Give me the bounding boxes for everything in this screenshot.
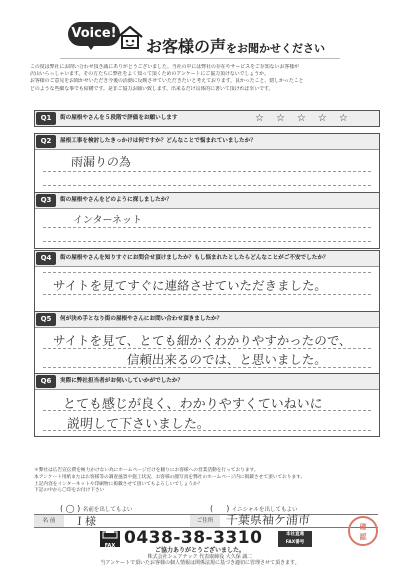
address-label: ご住所 (190, 515, 220, 527)
question-number: Q3 (36, 194, 56, 207)
title-part-1: お客様の (146, 37, 211, 56)
question-header (35, 251, 379, 267)
house-icon (116, 24, 144, 50)
answer-line (43, 410, 371, 411)
question-2 (34, 133, 380, 193)
question-1 (34, 110, 380, 127)
voice-bubble-tail (86, 43, 96, 50)
question-6 (34, 373, 380, 437)
question-number: Q4 (36, 252, 56, 265)
fax-icon (100, 531, 120, 547)
answer-text-line-2: 説明して下さいました。 (66, 417, 211, 432)
question-3 (34, 192, 380, 249)
intro-line: お客様のご意見をお聞かせいただき今後の活動に反映させていただきたいと考えております。良かったこと、嬉しかったこと (30, 78, 304, 85)
answer-line (43, 241, 371, 242)
rating-stars[interactable]: ☆☆☆☆☆ (255, 113, 360, 124)
consent-label: イニシャルを出してもよい (231, 507, 298, 513)
answer-line (43, 294, 371, 295)
question-text: 屋根工事を検討したきっかけは何ですか？どんなことで悩まれていましたか？ (60, 138, 256, 144)
consent-option-name[interactable]: ( ◯ ) 名前を出してもよい (60, 504, 133, 513)
consent-mark: ◯ (65, 504, 75, 513)
answer-line (43, 227, 371, 228)
intro-text (30, 64, 375, 93)
question-4 (34, 250, 380, 312)
question-text: 街の屋根やさんをどのように探しましたか？ (60, 197, 172, 203)
answer-text: サイトを見てすぐに連絡させていただきました。 (52, 278, 328, 293)
page-footer (0, 548, 400, 566)
voice-badge: Voice! (68, 22, 120, 46)
note-line: 本アンケート用紙またはお客様等の調査風景や施工状況、お客様の顔写真を弊社のホームページ内に掲載させて頂いております。 (34, 474, 306, 480)
consent-option-initial[interactable]: ( ) イニシャルを出してもよい (210, 504, 298, 513)
page-header (0, 0, 400, 62)
note-line: 上記内容をインターネットや印刷物に掲載させて頂いてもよろしいでしょうか？ (34, 481, 203, 487)
answer-line (43, 272, 371, 273)
question-text: 街の屋根やさんを５段階で評価をお願いします (60, 115, 178, 121)
header-divider (60, 58, 340, 59)
name-field[interactable]: Ｉ様 (73, 515, 97, 528)
question-5 (34, 311, 380, 375)
intro-line: どのような些細な事でも結構です。是非ご協力お願い致します。出来るだけ具体的に書いて頂ければ幸いです。 (30, 85, 274, 92)
intro-line: この度は弊社にお問い合わせ頂き誠にありがとうございました。当社の中には弊社の存在やサービスをご存知ないお客様が (30, 64, 299, 70)
stamp-text-bottom: 認 (359, 532, 367, 541)
answer-text-line-1: とても感じが良く、わかりやすくていねいに (62, 397, 324, 412)
consent-notes (34, 468, 379, 495)
fax-label-text: FAX (104, 543, 116, 549)
question-text: 実際に弊社担当者がお伺いしていかがでしたか？ (60, 378, 184, 384)
answer-text-line-2: 信頼出来るのでは、と思いました。 (126, 352, 328, 367)
fax-machine-icon (100, 531, 120, 539)
answer-line (43, 430, 371, 431)
customer-info-row (34, 514, 378, 528)
fax-number: 0438-38-3310 (124, 528, 263, 548)
question-header (35, 111, 379, 126)
fax-contact (100, 530, 320, 548)
question-header (35, 193, 379, 209)
fax-badge (278, 531, 312, 547)
answer-line (43, 367, 371, 368)
stamp-text-top: 確 (359, 522, 367, 531)
answer-line (43, 348, 371, 349)
answer-text-line-1: サイトを見て、とても細かくわかりやすかったので、 (52, 333, 353, 348)
question-text: 街の屋根やさんを知りすぐにお問合せ頂けましたか？もし悩まれたとしたらどんなことがご不安でしたか？ (60, 255, 329, 261)
fax-badge-top: 本社直通 (286, 532, 304, 537)
page-title (146, 34, 325, 57)
question-number: Q2 (36, 135, 56, 148)
question-number: Q1 (36, 112, 56, 125)
consent-label: 名前を出してもよい (82, 507, 133, 513)
answer-text: 雨漏りの為 (70, 155, 132, 169)
note-line: 下記の中から〇印をお付け下さい (34, 488, 105, 494)
name-label: 名 前 (34, 515, 64, 527)
intro-line: 沢山いらっしゃいます。その方たちに弊社をよく知って頂くためのアンケートにご協力頂けないでしょうか。 (30, 71, 269, 78)
question-header (35, 134, 379, 150)
answer-line (43, 185, 371, 186)
question-header (35, 374, 379, 390)
privacy-text: 当アンケートで頂いたお客様の個人情報は関係法規に基づき適切に管理させて頂きます。 (100, 560, 300, 566)
answer-text: インターネット (72, 215, 143, 226)
question-header (35, 312, 379, 328)
title-part-2: をお聞かせください (226, 42, 326, 55)
answer-line (43, 171, 371, 172)
approval-stamp (348, 516, 378, 546)
question-number: Q6 (36, 375, 56, 388)
fax-badge-bottom: FAX番号 (285, 540, 305, 545)
company-text: 株式会社シェアテック 代表取締役 大久保 誠二 (147, 554, 253, 560)
address-field[interactable]: 千葉県袖ケ浦市 (225, 513, 311, 527)
question-text: 何が決め手となり街の屋根やさんにお問い合わせ頂きましたか？ (60, 316, 223, 322)
title-emphasis: 声 (210, 37, 227, 56)
question-number: Q5 (36, 313, 56, 326)
thanks-text: ご協力ありがとうございました。 (154, 547, 245, 554)
note-line: ＊弊社は広告宣伝費を極力かけない為にホームページだけを頼りにお客様への営業活動を行っております。 (34, 468, 259, 473)
